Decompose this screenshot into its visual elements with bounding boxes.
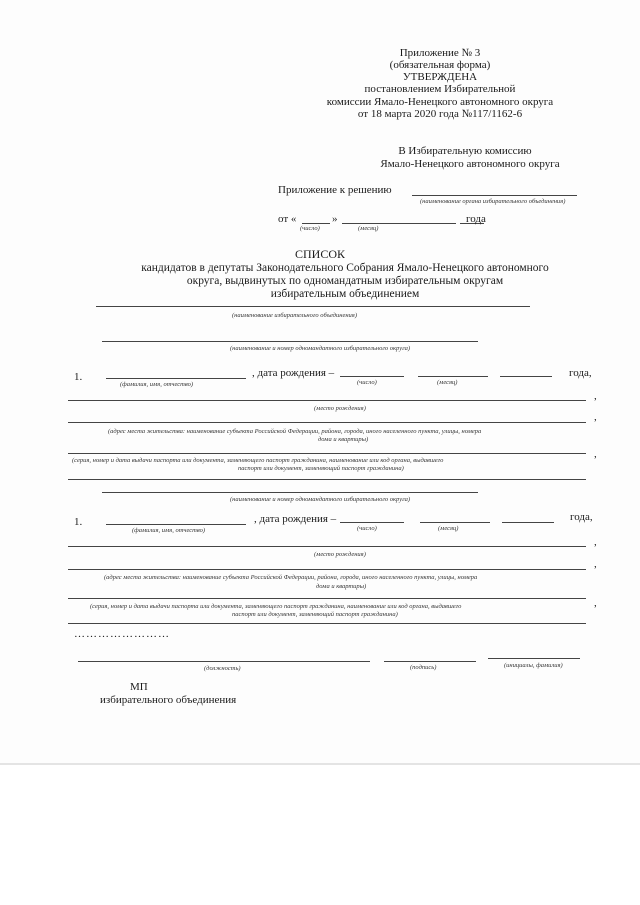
birth-year-line: [500, 376, 552, 377]
list-subtitle-line1: кандидатов в депутаты Законодательного Собрания Ямало-Ненецкого автономного: [141, 262, 549, 274]
decision-month-caption: (месяц): [358, 225, 379, 232]
birth-date-label: , дата рождения –: [252, 367, 335, 379]
addressee-line2: Ямало-Ненецкого автономного округа: [380, 158, 560, 170]
block-separator: [68, 623, 586, 624]
address-comma: ,: [594, 558, 597, 570]
initials-line: [488, 658, 580, 659]
passport-caption-line1: (серия, номер и дата выдачи паспорта или документа, заменяющего паспорт гражданина, наименование или код органа, выдавшего: [90, 603, 462, 610]
birthplace-comma: ,: [594, 390, 597, 402]
address-line: [68, 422, 586, 423]
birthplace-line: [68, 546, 586, 547]
decision-date-prefix: от «: [278, 213, 297, 225]
birth-day-caption: (число): [357, 525, 377, 532]
decision-organ-caption: (наименование органа избирательного объединения): [420, 198, 566, 205]
header-approved: УТВЕРЖДЕНА: [402, 71, 478, 83]
initials-caption: (инициалы, фамилия): [504, 662, 563, 669]
signature-caption: (подпись): [410, 664, 437, 671]
address-line: [68, 569, 586, 570]
birth-month-caption: (месяц): [438, 525, 459, 532]
decision-date-suffix: года: [466, 213, 486, 225]
birth-year-suffix: года,: [569, 367, 592, 379]
decision-day-line: [302, 223, 330, 224]
fio-caption: (фамилия, имя, отчество): [120, 381, 194, 388]
fio-caption: (фамилия, имя, отчество): [132, 527, 206, 534]
list-subtitle-line3: избирательным объединением: [270, 288, 420, 300]
birth-month-caption: (месяц): [437, 379, 458, 386]
list-subtitle-line2: округа, выдвинутых по одномандатным избирательным округам: [186, 275, 504, 287]
header-resolution: постановлением Избирательной: [364, 83, 516, 95]
birthplace-line: [68, 400, 586, 401]
district-caption: (наименование и номер одномандатного избирательного округа): [230, 496, 411, 503]
birth-day-line: [340, 522, 404, 523]
birth-day-line: [340, 376, 404, 377]
address-comma: ,: [594, 411, 597, 423]
passport-caption-line2: паспорт или документ, заменяющий паспорт гражданина): [238, 465, 404, 472]
association-line: [96, 306, 530, 307]
list-title: СПИСОК: [294, 247, 345, 261]
page-edge: [0, 763, 640, 765]
birth-day-caption: (число): [357, 379, 377, 386]
candidate-number: 1.: [74, 371, 83, 383]
address-caption-line2: дома и квартиры): [318, 436, 369, 443]
fio-line: [106, 524, 246, 525]
decision-date-mid: »: [332, 213, 338, 225]
addressee-line1: В Избирательную комиссию: [398, 145, 532, 157]
birth-date-label: , дата рождения –: [254, 513, 337, 525]
decision-month-line: [342, 223, 456, 224]
passport-caption-line2: паспорт или документ, заменяющий паспорт гражданина): [232, 611, 398, 618]
position-line: [78, 661, 370, 662]
address-caption-line2: дома и квартиры): [316, 583, 367, 590]
decision-organ-line: [412, 195, 577, 196]
stamp-association: избирательного объединения: [100, 694, 237, 706]
stamp-mp: МП: [130, 681, 148, 693]
birthplace-comma: ,: [594, 536, 597, 548]
birthplace-caption: (место рождения): [314, 551, 366, 558]
birth-month-line: [418, 376, 488, 377]
candidate-number: 1.: [74, 516, 83, 528]
passport-comma: ,: [594, 597, 597, 609]
passport-caption-line1: (серия, номер и дата выдачи паспорта или документа, заменяющего паспорт гражданина, наименование или код органа, выдавшего: [72, 457, 444, 464]
header-date-number: от 18 марта 2020 года №117/1162-6: [357, 108, 523, 120]
passport-comma: ,: [594, 448, 597, 460]
fio-line: [106, 378, 246, 379]
position-caption: (должность): [204, 665, 241, 672]
passport-line: [68, 598, 586, 599]
decision-label: Приложение к решению: [278, 184, 392, 196]
more-candidates-ellipsis: ……………………: [74, 628, 170, 640]
birthplace-caption: (место рождения): [314, 405, 366, 412]
decision-day-caption: (число): [300, 225, 320, 232]
header-commission: комиссии Ямало-Ненецкого автономного округа: [326, 96, 554, 108]
block-separator: [68, 479, 586, 480]
district-line: [102, 492, 478, 493]
address-caption-line1: (адрес места жительства: наименование субъекта Российской Федерации, района, города, иного населенного пункта, улицы, номера: [108, 428, 482, 435]
signature-line: [384, 661, 476, 662]
header-appendix: Приложение № 3: [399, 47, 481, 59]
passport-line: [68, 453, 586, 454]
birth-year-line: [502, 522, 554, 523]
district-caption: (наименование и номер одномандатного избирательного округа): [230, 345, 411, 352]
birth-year-suffix: года,: [570, 511, 593, 523]
district-line: [102, 341, 478, 342]
association-caption: (наименование избирательного объединения): [232, 312, 357, 319]
address-caption-line1: (адрес места жительства: наименование субъекта Российской Федерации, района, города, иного населенного пункта, улицы, номера: [104, 574, 478, 581]
header-form-type: (обязательная форма): [389, 59, 491, 71]
birth-month-line: [420, 522, 490, 523]
